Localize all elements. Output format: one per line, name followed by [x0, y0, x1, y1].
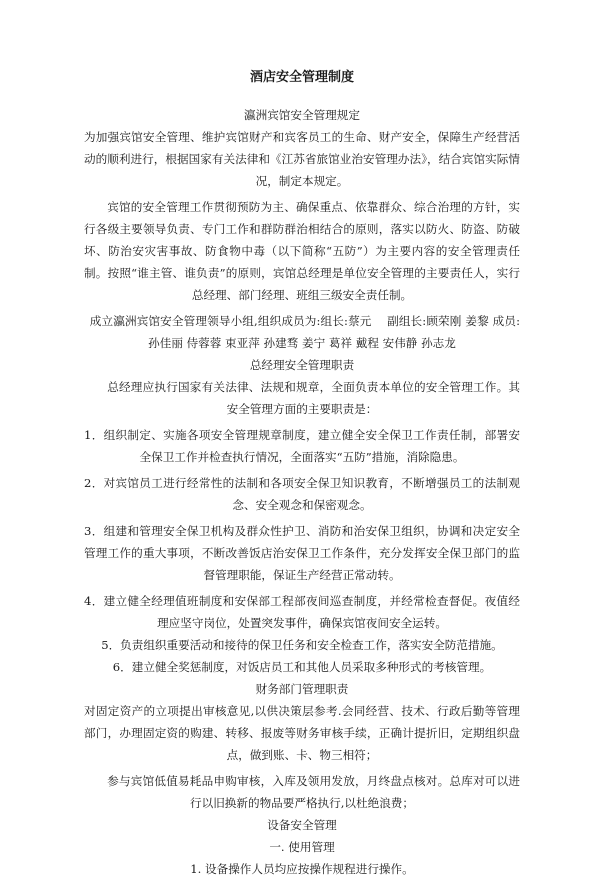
paragraph: 参与宾馆低值易耗品申购审核，入库及领用发放，月终盘点核对。总库对可以进行以旧换新的物品要严格执行,以杜绝浪费； — [107, 774, 520, 810]
section-heading: 财务部门管理职责 — [255, 682, 349, 696]
paragraph: 为加强宾馆安全管理、维护宾馆财产和宾客员工的生命、财产安全，保障生产经营活动的顺利进行，根据国家有关法律和《江苏省旅馆业治安管理办法》，结合宾馆实际情况，制定本规定。 — [84, 130, 520, 188]
document-title: 酒店安全管理制度 — [249, 70, 354, 85]
paragraph: 成立瀛洲宾馆安全管理领导小组,组织成员为:组长:蔡元 副组长:顾荣刚 姜黎 成员:孙佳丽 侍蓉蓉 束亚萍 孙建骛 姜宁 葛祥 戴程 安伟静 孙志龙 — [89, 314, 520, 350]
subsection-heading: 一. 使用管理 — [269, 840, 335, 854]
paragraph: 总经理应执行国家有关法律、法规和规章，全面负责本单位的安全管理工作。其安全管理方面的主要职责是： — [107, 380, 520, 416]
list-item: 4．建立健全经理值班制度和安保部工程部夜间巡查制度，并经常检查督促。夜值经理应坚守岗位，处置突发事件，确保宾馆夜间安全运转。 — [84, 594, 520, 630]
section-heading: 总经理安全管理职责 — [249, 358, 355, 372]
paragraph: 对固定资产的立项提出审核意见,以供决策层参考.会同经营、技术、行政后勤等管理部门，办理固定资的购建、转移、报废等财务审核手续，正确计提折旧，定期组织盘点，做到账、卡、物三相符； — [84, 704, 520, 762]
paragraph: 1. 设备操作人员均应按操作规程进行操作。 — [190, 862, 414, 876]
section-heading: 设备安全管理 — [267, 818, 337, 832]
section-heading: 瀛洲宾馆安全管理规定 — [244, 108, 360, 122]
list-item: 3．组建和管理安全保卫机构及群众性护卫、消防和治安保卫组织，协调和决定安全管理工作的重大事项，不断改善饭店治安保卫工作条件，充分发挥安全保卫部门的监督管理职能，保证生产经营正常动转。 — [84, 524, 520, 582]
list-item: 2．对宾馆员工进行经常性的法制和各项安全保卫知识教育，不断增强员工的法制观念、安全观念和保密观念。 — [84, 476, 520, 512]
list-item: 5．负责组织重要活动和接待的保卫任务和安全检查工作，落实安全防范措施。 — [101, 638, 503, 652]
document-page — [84, 68, 520, 880]
list-item: 6．建立健全奖惩制度，对饭店员工和其他人员采取多种形式的考核管理。 — [112, 660, 492, 674]
paragraph: 宾馆的安全管理工作贯彻预防为主、确保重点、依靠群众、综合治理的方针，实行各级主要领导负责、专门工作和群防群治相结合的原则，落实以防火、防盗、防破坏、防治安灾害事故、防食物中毒（以下简称“五防”）为主要内容的安全管理责任制。按照“谁主管、谁负责”的原则，宾馆总经理是单位安全管理的主要责任人，实行总经理、部门经理、班组三级安全责任制。 — [84, 200, 520, 302]
list-item: 1．组织制定、实施各项安全管理规章制度，建立健全安全保卫工作责任制，部署安全保卫工作并检查执行情况，全面落实“五防”措施，消除隐患。 — [84, 428, 520, 464]
